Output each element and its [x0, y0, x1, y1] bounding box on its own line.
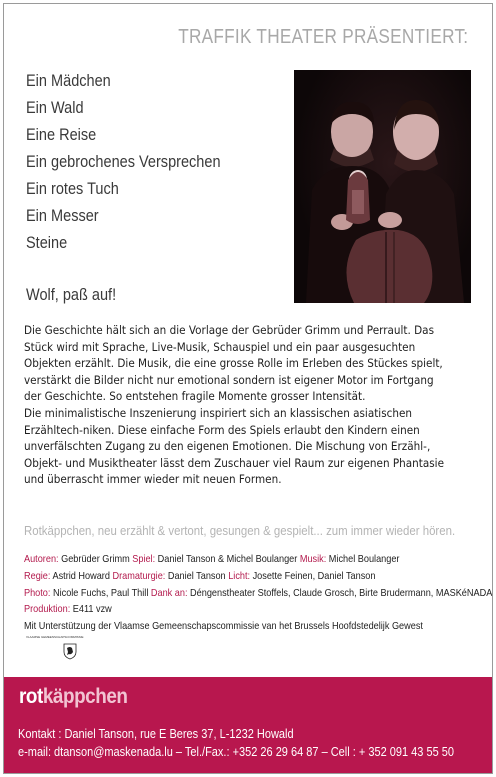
- performers-illustration: [294, 70, 471, 303]
- poem-list: [26, 68, 221, 257]
- credit-label: Spiel:: [132, 554, 156, 565]
- story-paragraph: Die Geschichte hält sich an die Vorlage der Gebrüder Grimm und Perrault. Das Stück wird mit Sprache, Live-Musik, Schauspiel und ein paar ausgesuchten Objekten erzählt. Die Musik, die eine grosse Rolle im Erleben des Stückes spielt, verstärkt die Bilder nicht nur emotional sondern ist eigener Motor im Fortgang der Geschichte. So entstehen fragile Momente grosser Intensität.: [24, 324, 443, 404]
- credit-value: Josette Feinen, Daniel Tanson: [252, 570, 376, 582]
- story-paragraph: Die minimalistische Inszenierung inspiriert sich an klassischen asiatischen Erzähltech-niken. Diese einfache Form des Spiels erlaubt den Kindern einen unverfälschten Zugang zu den eigenen Emotionen. Die Mischung von Erzähl-, Objekt- und Musiktheater lässt dem Zuschauer viel Raum zur eigenen Phantasie und überrascht immer wieder mit neuen Formen.: [24, 406, 444, 487]
- credit-label: Produktion:: [24, 604, 71, 616]
- story-text: [24, 323, 449, 489]
- presents-heading: TRAFFIK THEATER PRÄSENTIERT:: [177, 26, 468, 48]
- tagline: Rotkäppchen, neu erzählt & vertont, gesungen & gespielt... zum immer wieder hören.: [24, 523, 456, 538]
- contact-address: Kontakt : Daniel Tanson, rue E Beres 37, L-1232 Howald: [18, 727, 294, 741]
- credits-row: [24, 569, 438, 586]
- credit-value: E411 vzw: [72, 604, 112, 616]
- credit-value: Gebrüder Grimm: [61, 554, 130, 565]
- poem-line: Ein Wald: [26, 99, 84, 117]
- credits-row: [24, 586, 493, 603]
- lion-shield-icon: [63, 643, 77, 660]
- brand-title: [19, 685, 127, 709]
- credit-label: Regie:: [24, 570, 51, 582]
- credit-label: Photo:: [24, 587, 51, 599]
- flyer: [3, 3, 493, 774]
- credits-row: [24, 602, 438, 619]
- poem-line: Ein rotes Tuch: [26, 180, 119, 198]
- brand-part-2: käppchen: [42, 685, 128, 708]
- performers-photo: [294, 70, 471, 303]
- credit-label: Dramaturgie:: [112, 570, 166, 582]
- contact-info: [18, 725, 454, 761]
- footer-band: [4, 677, 493, 774]
- support-line: Mit Unterstützung der Vlaamse Gemeenschapscommissie van het Brussels Hoofdstedelijk Gewest: [24, 621, 423, 633]
- credit-label: Musik:: [299, 554, 327, 565]
- credit-label: Dank an:: [150, 587, 188, 599]
- sponsor-logo-text: VLAAMSE GEMEENSCHAPSCOMMISSIE: [26, 635, 84, 639]
- brand-part-1: rot: [19, 685, 43, 708]
- poem-line: Ein Messer: [26, 207, 99, 225]
- poem-warning: Wolf, paß auf!: [26, 286, 117, 304]
- credit-value: Daniel Tanson: [167, 570, 226, 582]
- poem-line: Steine: [26, 234, 68, 252]
- credit-label: Autoren:: [24, 554, 59, 565]
- credit-value: Astrid Howard: [52, 570, 110, 582]
- contact-email-phone[interactable]: e-mail: dtanson@maskenada.lu – Tel./Fax.: +352 26 29 64 87 – Cell : + 352 091 43 55 50: [18, 745, 454, 759]
- poem-line: Ein Mädchen: [26, 72, 111, 90]
- credit-value: Daniel Tanson & Michel Boulanger: [157, 554, 298, 565]
- credits-block: [24, 552, 493, 636]
- credit-value: Déngenstheater Stoffels, Claude Grosch, Birte Brudermann, MASKéNADA: [190, 587, 493, 599]
- credit-label: Licht:: [228, 570, 251, 582]
- credits-row: [24, 552, 438, 569]
- poem-line: Eine Reise: [26, 126, 97, 144]
- sponsor-logo: [26, 635, 116, 669]
- credit-value: Michel Boulanger: [328, 554, 400, 565]
- credit-value: Nicole Fuchs, Paul Thill: [52, 587, 149, 599]
- poem-line: Ein gebrochenes Versprechen: [26, 153, 221, 171]
